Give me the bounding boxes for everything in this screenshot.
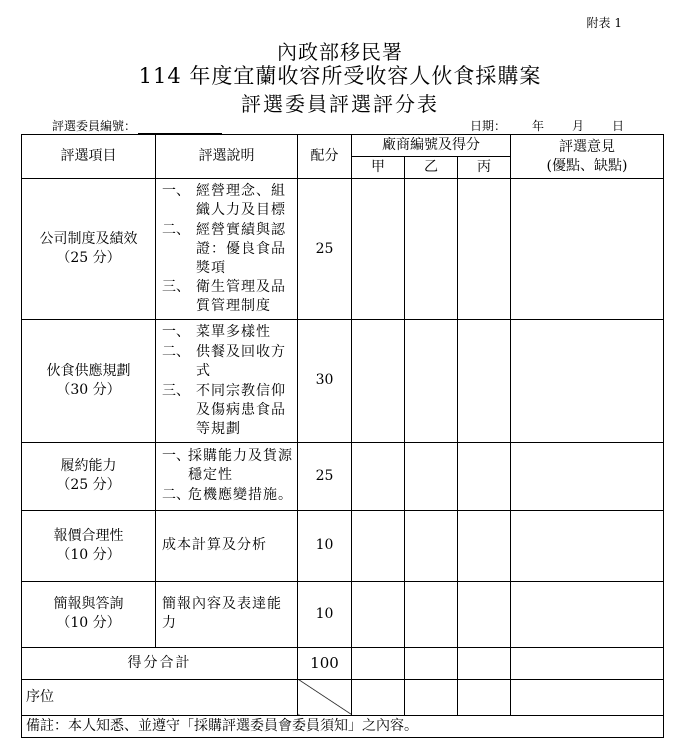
- item-cell: [22, 510, 156, 581]
- header-description: 評選說明: [156, 135, 298, 179]
- opinion-cell[interactable]: [511, 581, 664, 647]
- score-vendor-b[interactable]: [405, 320, 458, 442]
- score-vendor-b[interactable]: [405, 510, 458, 581]
- item-name: 伙食供應規劃: [46, 363, 131, 380]
- rank-diagonal-cell: [298, 679, 352, 715]
- score-vendor-a[interactable]: [352, 510, 405, 581]
- header-vendor-a: 甲: [352, 157, 405, 179]
- table-row: [22, 320, 664, 442]
- item-name: 簡報與答詢: [53, 596, 124, 613]
- judge-number-blank[interactable]: [138, 121, 222, 134]
- desc-number: 二、: [162, 221, 190, 238]
- score-vendor-a[interactable]: [352, 581, 405, 647]
- desc-text: 成本計算及分析: [162, 537, 267, 554]
- desc-text: 簡報內容及表達能力: [162, 596, 282, 632]
- header-vendor-b: 乙: [405, 157, 458, 179]
- desc-text: 衛生管理及品質管理制度: [196, 279, 286, 315]
- desc-text: 危機應變措施。: [188, 487, 293, 504]
- rank-label: 序位: [22, 679, 298, 715]
- organization-name: 內政部移民署: [277, 40, 403, 64]
- desc-number: 二、: [162, 344, 190, 361]
- total-opinion-cell[interactable]: [511, 647, 664, 679]
- opinion-cell[interactable]: [511, 179, 664, 320]
- desc-text: 採購能力及貨源穩定性: [188, 448, 293, 484]
- points-cell: 30: [298, 320, 352, 442]
- desc-text: 供餐及回收方式: [196, 344, 286, 380]
- score-vendor-b[interactable]: [405, 581, 458, 647]
- desc-text: 經營理念、組織人力及目標: [196, 183, 286, 218]
- points-cell: 10: [298, 510, 352, 581]
- score-vendor-c[interactable]: [458, 581, 511, 647]
- form-title: 評選委員評選評分表: [241, 92, 439, 116]
- date-month: 月: [572, 119, 585, 133]
- desc-number: 二、: [162, 487, 190, 504]
- item-cell: [22, 581, 156, 647]
- opinion-cell[interactable]: [511, 320, 664, 442]
- total-vendor-a[interactable]: [352, 647, 405, 679]
- score-vendor-c[interactable]: [458, 179, 511, 320]
- item-name: 公司制度及績效: [39, 231, 138, 248]
- desc-text: 經營實績與認證：優良食品獎項: [196, 221, 286, 276]
- rank-vendor-a[interactable]: [352, 679, 405, 715]
- header-opinion: [511, 135, 664, 179]
- total-points: 100: [298, 647, 352, 679]
- total-vendor-c[interactable]: [458, 647, 511, 679]
- project-title: 114 年度宜蘭收容所受收容人伙食採購案: [138, 64, 542, 88]
- rank-row: [22, 679, 664, 715]
- desc-text: 菜單多樣性: [196, 324, 271, 341]
- rank-opinion-cell[interactable]: [511, 679, 664, 715]
- table-row: [22, 442, 664, 510]
- note-text: 備註：本人知悉、並遵守「採購評選委員會委員須知」之內容。: [22, 715, 664, 737]
- opinion-cell[interactable]: [511, 510, 664, 581]
- score-vendor-a[interactable]: [352, 320, 405, 442]
- description-cell: [156, 179, 298, 320]
- opinion-cell[interactable]: [511, 442, 664, 510]
- header-points: 配分: [298, 135, 352, 179]
- points-cell: 10: [298, 581, 352, 647]
- header-opinion-line2: (優點、缺點): [546, 157, 628, 174]
- desc-text: 不同宗教信仰及傷病患食品等規劃: [196, 382, 286, 437]
- score-vendor-c[interactable]: [458, 442, 511, 510]
- item-name: 報價合理性: [53, 527, 124, 544]
- date-day: 日: [612, 119, 625, 133]
- description-cell: [156, 320, 298, 442]
- date-field: [470, 117, 624, 134]
- item-points-sub: （10 分）: [56, 615, 121, 632]
- desc-number: 一、: [162, 448, 190, 465]
- item-name: 履約能力: [60, 458, 117, 475]
- item-points-sub: （30 分）: [56, 381, 121, 398]
- evaluation-table: [21, 134, 664, 738]
- item-cell: [22, 320, 156, 442]
- header-vendor-c: 丙: [458, 157, 511, 179]
- item-points-sub: （10 分）: [56, 546, 121, 563]
- total-label: 得分合計: [22, 647, 298, 679]
- rank-vendor-b[interactable]: [405, 679, 458, 715]
- score-vendor-b[interactable]: [405, 442, 458, 510]
- header-vendor-group: 廠商編號及得分: [352, 135, 511, 157]
- note-row: [22, 715, 664, 737]
- header-item: 評選項目: [22, 135, 156, 179]
- description-cell: [156, 442, 298, 510]
- rank-vendor-c[interactable]: [458, 679, 511, 715]
- judge-number-field: [52, 117, 222, 134]
- score-vendor-b[interactable]: [405, 179, 458, 320]
- desc-number: 一、: [162, 324, 190, 341]
- item-points-sub: （25 分）: [56, 477, 121, 494]
- points-cell: 25: [298, 179, 352, 320]
- total-row: [22, 647, 664, 679]
- score-vendor-c[interactable]: [458, 510, 511, 581]
- table-row: [22, 179, 664, 320]
- table-row: [22, 510, 664, 581]
- desc-number: 一、: [162, 183, 190, 199]
- item-cell: [22, 442, 156, 510]
- points-cell: 25: [298, 442, 352, 510]
- judge-number-label: 評選委員編號：: [52, 119, 137, 133]
- table-row: [22, 581, 664, 647]
- score-vendor-c[interactable]: [458, 320, 511, 442]
- description-cell: [156, 510, 298, 581]
- total-vendor-b[interactable]: [405, 647, 458, 679]
- score-vendor-a[interactable]: [352, 442, 405, 510]
- desc-number: 三、: [162, 382, 190, 399]
- description-cell: [156, 581, 298, 647]
- date-label: 日期：: [470, 119, 507, 133]
- annex-label: 附表 1: [586, 16, 622, 30]
- header-opinion-line1: 評選意見: [559, 138, 615, 155]
- desc-number: 三、: [162, 279, 190, 296]
- item-cell: [22, 179, 156, 320]
- score-vendor-a[interactable]: [352, 179, 405, 320]
- date-year: 年: [532, 119, 545, 133]
- item-points-sub: （25 分）: [56, 250, 121, 267]
